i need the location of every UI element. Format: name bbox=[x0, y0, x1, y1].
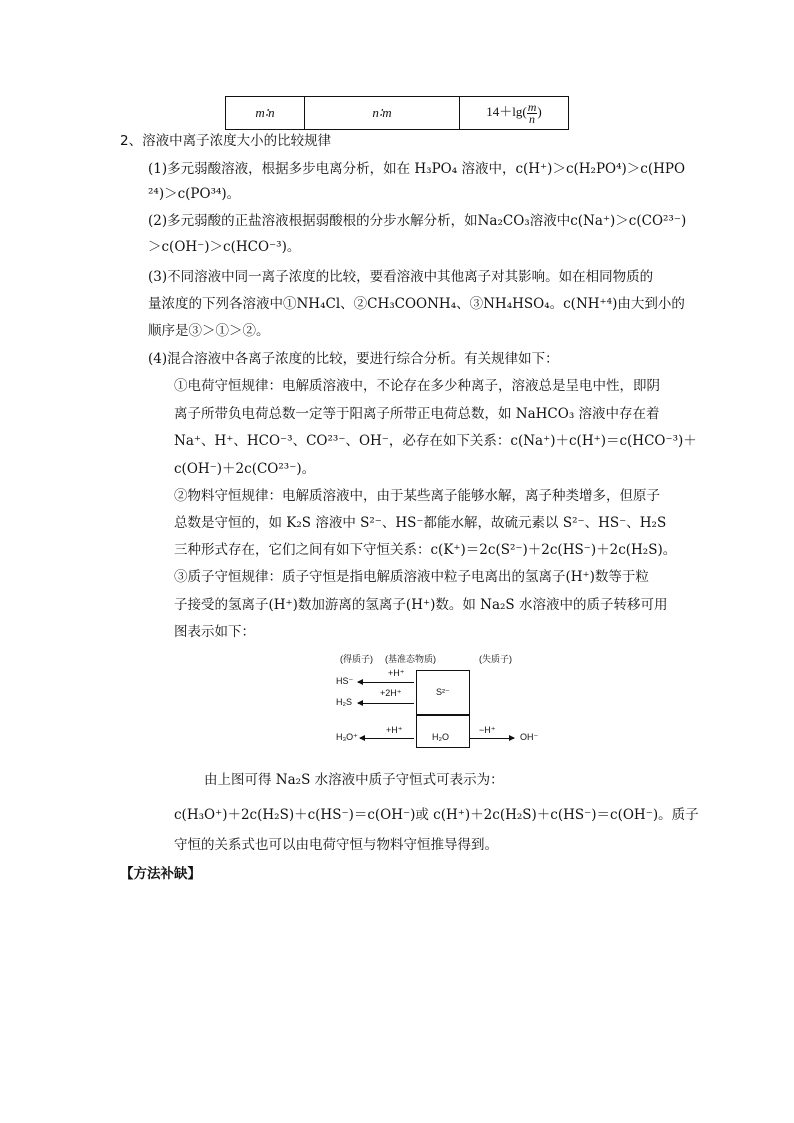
ratio-table bbox=[225, 96, 569, 130]
oh-label: OH⁻ bbox=[520, 732, 539, 742]
plus-h-label-2: +H⁺ bbox=[386, 725, 403, 735]
fraction-denominator: n bbox=[529, 111, 536, 126]
arrow-to-oh bbox=[470, 738, 514, 739]
arrow-to-h3o bbox=[360, 738, 414, 739]
fraction bbox=[527, 99, 538, 126]
method-heading: 【方法补缺】 bbox=[120, 866, 201, 882]
paragraph-line: c(OH⁻)＋2c(CO²³⁻)。 bbox=[174, 461, 316, 477]
hs-label: HS⁻ bbox=[336, 676, 354, 686]
paragraph-line: ③质子守恒规律：质子守恒是指电解质溶液中粒子电离出的氢离子(H⁺)数等于粒 bbox=[174, 569, 649, 585]
paragraph-line: 离子所带负电荷总数一定等于阳离子所带正电荷总数，如 NaHCO₃ 溶液中存在着 bbox=[174, 406, 660, 422]
s2-label: S²⁻ bbox=[436, 687, 450, 697]
cell-text: n∶m bbox=[372, 105, 392, 120]
header-lose: (失质子) bbox=[479, 654, 512, 664]
fraction-numerator: m bbox=[527, 99, 537, 114]
proton-transfer-diagram bbox=[330, 650, 550, 750]
cell-text: m∶n bbox=[255, 105, 275, 120]
base-box-h2o bbox=[416, 714, 470, 748]
paragraph-line: 顺序是③＞①＞②。 bbox=[148, 323, 270, 339]
paragraph-line: 子接受的氢离子(H⁺)数加游离的氢离子(H⁺)数。如 Na₂S 水溶液中的质子转移可用 bbox=[174, 597, 668, 613]
table-cell-m-n bbox=[226, 97, 305, 130]
table-cell-formula bbox=[460, 97, 569, 130]
minus-h-label: −H⁺ bbox=[479, 725, 496, 735]
table-row bbox=[226, 97, 569, 130]
paragraph-line: 由上图可得 Na₂S 水溶液中质子守恒式可表示为： bbox=[204, 772, 504, 788]
paragraph-line: ²⁴)＞c(PO³⁴)。 bbox=[148, 186, 241, 202]
paragraph-line: 三种形式存在，它们之间有如下守恒关系：c(K⁺)＝2c(S²⁻)＋2c(HS⁻)＋2c(H₂S)。 bbox=[174, 542, 677, 558]
paragraph-line: ②物料守恒规律：电解质溶液中，由于某些离子能够水解，离子种类增多，但原子 bbox=[174, 488, 660, 504]
header-base: (基准态物质) bbox=[385, 654, 436, 664]
paragraph-line: Na⁺、H⁺、HCO⁻³、CO²³⁻、OH⁻，必存在如下关系：c(Na⁺)＋c(H⁺)＝c(HCO⁻³)＋ bbox=[174, 433, 697, 449]
paragraph-line: ＞c(OH⁻)＞c(HCO⁻³)。 bbox=[148, 239, 301, 255]
arrow-to-hs bbox=[358, 682, 414, 683]
paragraph-line: (1)多元弱酸溶液，根据多步电离分析，如在 H₃PO₄ 溶液中，c(H⁺)＞c(H₂PO⁴)＞c(HPO bbox=[148, 161, 686, 177]
paragraph-line: 量浓度的下列各溶液中①NH₄Cl、②CH₃COONH₄、③NH₄HSO₄。c(NH⁺⁴)由大到小的 bbox=[148, 296, 685, 312]
plus-2h-label: +2H⁺ bbox=[380, 688, 402, 698]
paragraph-line: (3)不同溶液中同一离子浓度的比较，要看溶液中其他离子对其影响。如在相同物质的 bbox=[148, 269, 654, 285]
h2o-label: H₂O bbox=[432, 732, 449, 742]
paragraph-line: ①电荷守恒规律：电解质溶液中，不论存在多少种离子，溶液总是呈电中性，即阴 bbox=[174, 378, 660, 394]
paragraph-line: (4)混合溶液中各离子浓度的比较，要进行综合分析。有关规律如下： bbox=[148, 351, 559, 367]
formula-prefix: 14＋lg( bbox=[486, 104, 527, 120]
paragraph-line: c(H₃O⁺)＋2c(H₂S)＋c(HS⁻)＝c(OH⁻)或 c(H⁺)＋2c(H₂S)＋c(HS⁻)＝c(OH⁻)。质子 bbox=[174, 807, 699, 823]
header-gain: (得质子) bbox=[340, 654, 373, 664]
plus-h-label: +H⁺ bbox=[388, 668, 405, 678]
h3o-label: H₃O⁺ bbox=[336, 732, 358, 742]
paragraph-line: 守恒的关系式也可以由电荷守恒与物料守恒推导得到。 bbox=[174, 837, 498, 853]
paragraph-line: 图表示如下： bbox=[174, 624, 255, 640]
paragraph-line: 总数是守恒的，如 K₂S 溶液中 S²⁻、HS⁻都能水解，故硫元素以 S²⁻、HS⁻、H₂S bbox=[174, 515, 667, 531]
paragraph-line: (2)多元弱酸的正盐溶液根据弱酸根的分步水解分析，如Na₂CO₃溶液中c(Na⁺)＞c(CO²³⁻) bbox=[148, 213, 687, 229]
formula-suffix: ) bbox=[537, 104, 542, 120]
section-title: 2、溶液中离子浓度大小的比较规律 bbox=[120, 133, 332, 149]
table-cell-n-m bbox=[305, 97, 460, 130]
h2s-label: H₂S bbox=[336, 697, 352, 707]
arrow-to-h2s bbox=[358, 703, 414, 704]
